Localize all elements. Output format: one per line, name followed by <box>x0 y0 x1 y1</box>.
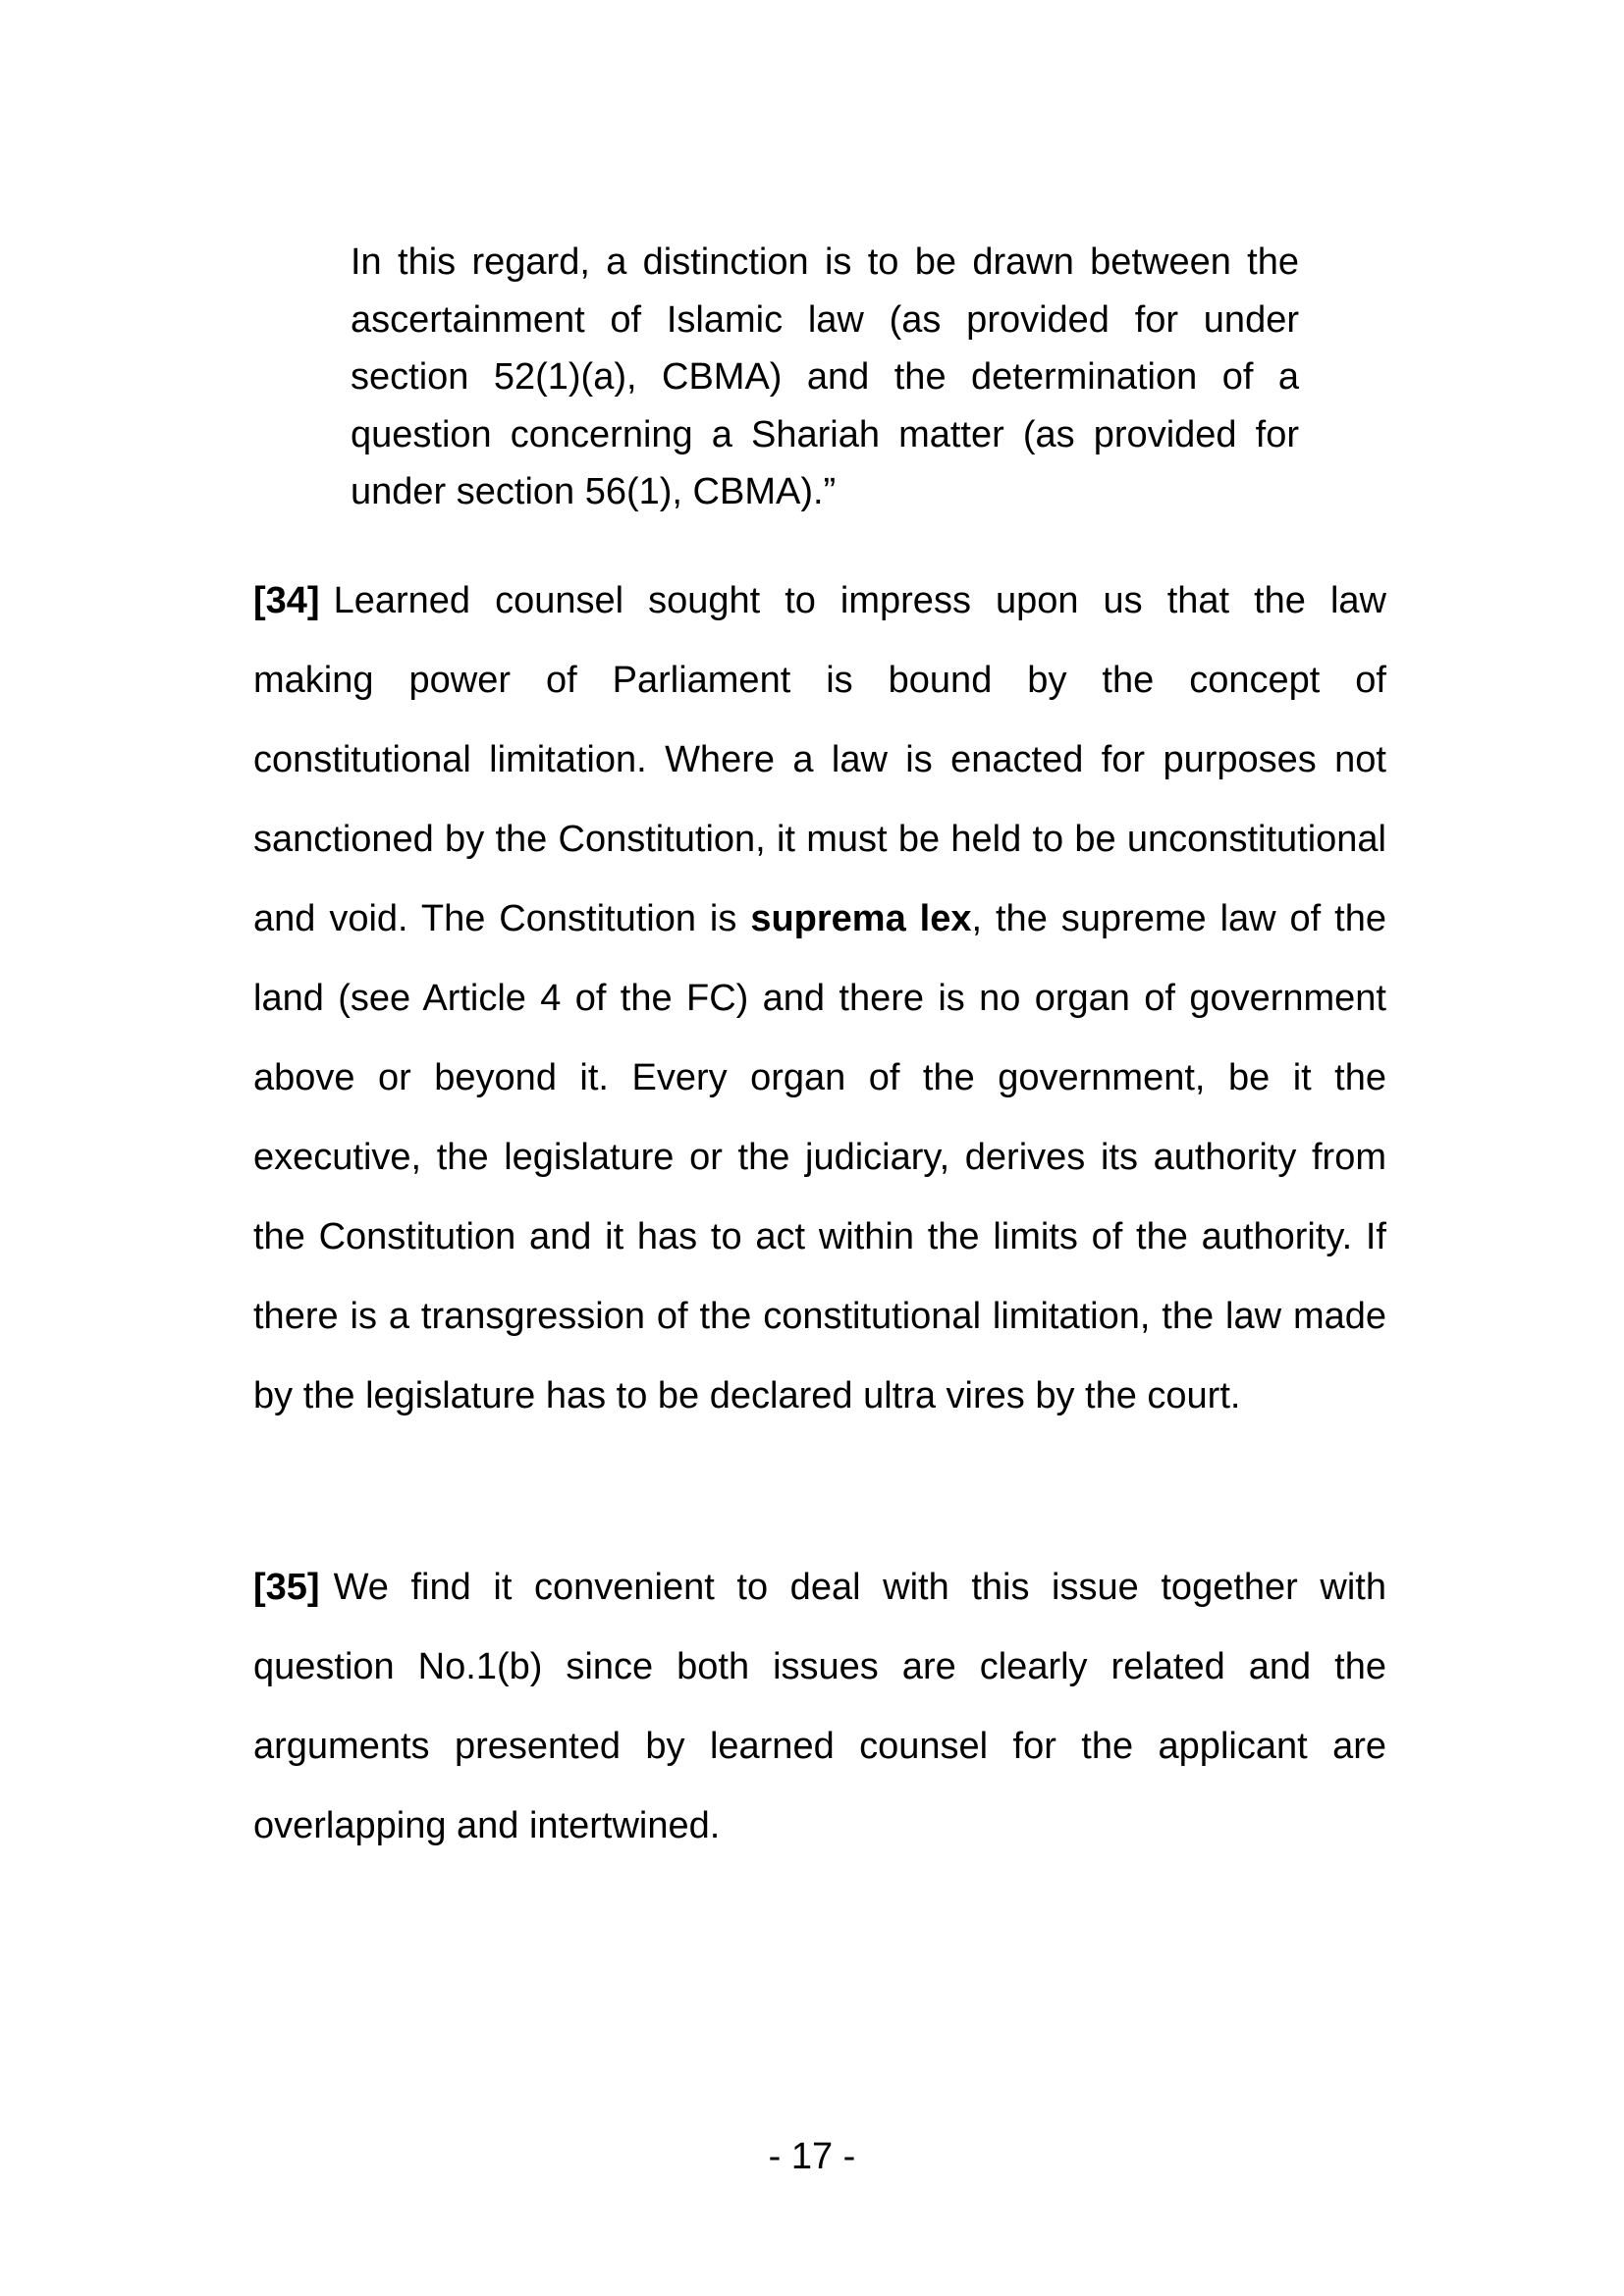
paragraph-34 <box>253 561 1386 1436</box>
paragraph-number: [34] <box>253 580 320 621</box>
emphasized-term: suprema lex <box>750 898 972 939</box>
page-number: - 17 - <box>768 2136 856 2177</box>
paragraph-text-start: Learned counsel sought to impress upon us that the law making power of Parliament is bound by the concept of constitutional limitation. Where a law is enacted for purposes not sanctioned by the Constitution, it must be held to be unconstitutional and void. The Constitution is <box>253 580 1386 939</box>
quoted-passage <box>351 234 1299 521</box>
paragraph-text: We find it convenient to deal with this issue together with question No.1(b) since both issues are clearly related and the arguments presented by learned counsel for the applicant are overlapping and intertwined. <box>253 1567 1386 1846</box>
paragraph-number: [35] <box>253 1567 320 1608</box>
paragraph-35 <box>253 1548 1386 1866</box>
paragraph-text-end: , the supreme law of the land (see Article 4 of the FC) and there is no organ of government above or beyond it. Every organ of the government, be it the executive, the legislature or the judiciary, derives its authority from the Constitution and it has to act within the limits of the authority. If there is a transgression of the constitutional limitation, the law made by the legislature has to be declared ultra vires by the court. <box>253 898 1386 1416</box>
quoted-passage-text: In this regard, a distinction is to be drawn between the ascertainment of Islamic law (as provided for under section 52(1)(a), CBMA) and the determination of a question concerning a Shariah matter (as provided for under section 56(1), CBMA).” <box>351 241 1299 512</box>
